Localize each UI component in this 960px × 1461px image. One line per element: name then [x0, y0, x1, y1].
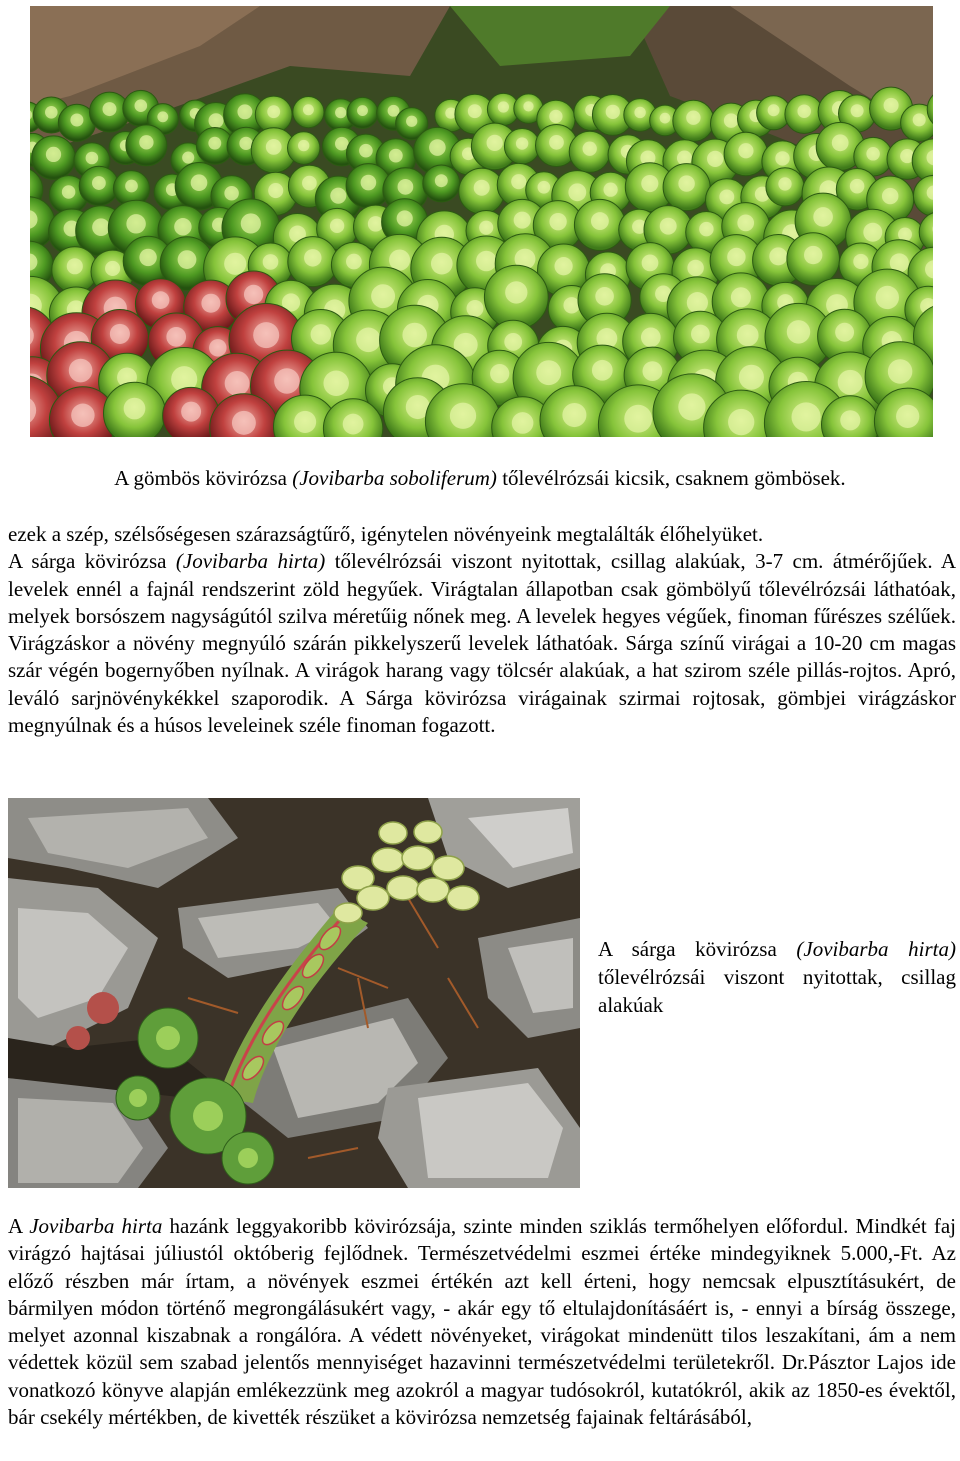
- para1-species: (Jovibarba hirta): [175, 549, 326, 574]
- flowering-jovibarba-photo: [8, 798, 580, 1188]
- caption1-text-suffix: tőlevélrózsái kicsik, csaknem gömbösek.: [496, 466, 846, 490]
- photo1-caption: [0, 463, 960, 493]
- para2-rest: hazánk leggyakoribb kövirózsája, szinte minden sziklás termőhelyen előfordul. Mindkét faj virágzó hajtásai júliustól októberig fejlődnek. Természetvédelmi eszmei értéke mindegyiknek 5.000,-Ft. Az előző részben már írtam, a növények eszmei értékén azt kell érteni, hogy nemcsak elpusztításukért, de bármilyen módon történő megrongálásukért vagy, - akár egy tő eltulajdonításáért is, - ennyi a bírság összege, melyet azonnal kiszabnak a rongálóra. A védett növényeket, virágokat mindenütt tilos leszakítani, ám a nem védettek közül sem szabad jelentős mennyiséget hazavinni természetvédelmi területekről. Dr.Pásztor Lajos ide vonatkozó könyve alapján emlékezzünk meg azokról a magyar tudósokról, kutatókról, akik az 1850-es évektől, bár csekély mértékben, de kivették részüket a kövirózsa nemzetség fajainak feltárásából,: [8, 1214, 957, 1430]
- photo2-caption: [598, 935, 956, 1019]
- houseleek-rosettes-photo: [30, 6, 933, 437]
- body-paragraph-1: [8, 521, 956, 739]
- para2-species: Jovibarba hirta: [29, 1214, 163, 1238]
- para1-line1: ezek a szép, szélsőségesen szárazságtűrő, igénytelen növényeink megtalálták élőhelyüket.: [8, 522, 764, 546]
- caption2-text-suffix: tőlevélrózsái viszont nyitottak, csillag alakúak: [598, 965, 956, 1017]
- caption2-text-prefix: A sárga kövirózsa: [598, 937, 797, 961]
- caption1-species: (Jovibarba soboliferum): [292, 466, 497, 490]
- body-paragraph-2: [8, 1213, 956, 1431]
- para2-prefix: A: [8, 1214, 30, 1238]
- para1-s2-prefix: A sárga kövirózsa: [8, 549, 176, 574]
- para1-s2-rest: tőlevélrózsái viszont nyitottak, csillag alakúak, 3-7 cm. átmérőjűek. A levelek ennél a fajnál rendszerint zöld hegyűek. Virágtalan állapotban csak gömbölyű tőlevélrózsái láthatóak, melyek borsószem nagyságútól szilva méretűig nőnek meg. A levelek hegyes végűek, finoman fűrészes szélűek. Virágzáskor a növény megnyúló szárán pikkelyszerű levelek láthatóak. Sárga színű virágai a 10-20 cm magas szár végén bogernyőben nyílnak. A virágok harang vagy tölcsér alakúak, a hat szirom széle pillás-rojtos. Apró, leváló sarjnövénykékkel szaporodik. A Sárga kövirózsa virágainak szirmai rojtosak, gömbjei virágzáskor megnyúlnak és a húsos leveleinek széle finoman fogazott.: [8, 549, 957, 738]
- caption1-text-prefix: A gömbös kövirózsa: [114, 466, 293, 490]
- caption2-species: (Jovibarba hirta): [796, 937, 956, 961]
